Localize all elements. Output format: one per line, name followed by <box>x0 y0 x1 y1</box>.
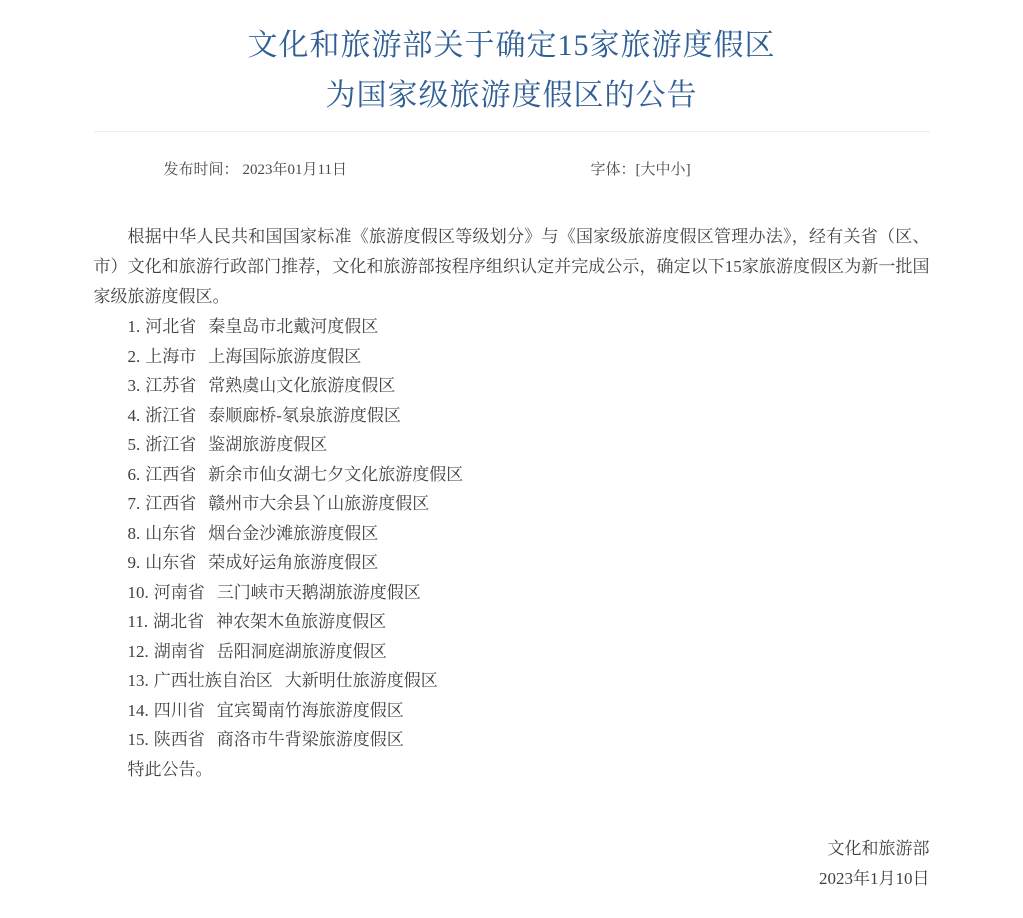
resort-list-item <box>94 696 930 726</box>
announcement-body <box>94 222 930 784</box>
item-number: 9. <box>127 553 141 572</box>
item-resort-name: 泰顺廊桥-氡泉旅游度假区 <box>208 405 401 425</box>
item-resort-name: 神农架木鱼旅游度假区 <box>216 612 387 631</box>
page-title-line1: 文化和旅游部关于确定15家旅游度假区 <box>247 29 776 62</box>
meta-row <box>94 158 930 180</box>
item-region: 广西壮族自治区 <box>153 671 273 690</box>
resort-list <box>94 312 930 755</box>
item-number: 5. <box>127 435 141 454</box>
item-number: 3. <box>127 376 141 395</box>
resort-list-item <box>94 578 930 608</box>
resort-list-item <box>94 607 930 637</box>
item-region: 山东省 <box>145 523 197 543</box>
signature-date: 2023年1月10日 <box>819 869 930 888</box>
resort-list-item <box>94 489 930 519</box>
item-resort-name: 鉴湖旅游度假区 <box>208 435 328 454</box>
item-resort-name: 秦皇岛市北戴河度假区 <box>208 317 379 336</box>
item-region: 四川省 <box>153 700 205 720</box>
item-resort-name: 上海国际旅游度假区 <box>208 346 362 366</box>
item-region: 浙江省 <box>145 405 197 425</box>
item-resort-name: 三门峡市天鹅湖旅游度假区 <box>216 582 421 602</box>
item-region: 湖北省 <box>153 612 205 631</box>
item-number: 10. <box>127 582 149 602</box>
resort-list-item <box>94 725 930 755</box>
item-resort-name: 荣成好运角旅游度假区 <box>208 553 379 572</box>
resort-list-item <box>94 460 930 490</box>
item-number: 1. <box>127 317 141 336</box>
publish-time <box>164 158 347 179</box>
font-size-small-link[interactable]: 小 <box>670 162 686 178</box>
item-number: 12. <box>127 641 149 661</box>
font-size-widget <box>591 158 691 179</box>
item-number: 6. <box>127 464 141 484</box>
item-region: 上海市 <box>145 346 197 366</box>
title-divider <box>94 131 930 132</box>
resort-list-item <box>94 430 930 460</box>
item-number: 15. <box>127 730 149 749</box>
item-region: 江西省 <box>145 494 197 513</box>
item-region: 陕西省 <box>153 730 205 749</box>
item-number: 2. <box>127 346 141 366</box>
resort-list-item <box>94 312 930 342</box>
item-number: 11. <box>127 612 149 631</box>
font-size-bracket-close: ] <box>685 162 691 178</box>
item-resort-name: 岳阳洞庭湖旅游度假区 <box>216 641 387 661</box>
signature-issuer: 文化和旅游部 <box>827 839 930 858</box>
resort-list-item <box>94 342 930 372</box>
item-region: 江西省 <box>145 464 197 484</box>
item-region: 河北省 <box>145 317 197 336</box>
page-title-line2: 为国家级旅游度假区的公告 <box>325 79 698 112</box>
publish-time-value: 2023年01月11日 <box>242 162 347 178</box>
item-number: 8. <box>127 523 141 543</box>
closing-line: 特此公告。 <box>127 759 213 779</box>
item-region: 河南省 <box>153 582 205 602</box>
font-size-label: 字体： <box>590 162 636 178</box>
item-region: 浙江省 <box>145 435 197 454</box>
resort-list-item <box>94 548 930 578</box>
resort-list-item <box>94 637 930 667</box>
publish-time-label: 发布时间： <box>163 162 239 178</box>
resort-list-item <box>94 519 930 549</box>
font-size-large-link[interactable]: 大 <box>640 162 656 178</box>
item-region: 山东省 <box>145 553 197 572</box>
item-resort-name: 宜宾蜀南竹海旅游度假区 <box>216 700 404 720</box>
announcement-page <box>94 0 930 894</box>
item-number: 14. <box>127 700 149 720</box>
item-resort-name: 大新明仕旅游度假区 <box>284 671 438 690</box>
item-number: 4. <box>127 405 141 425</box>
item-resort-name: 烟台金沙滩旅游度假区 <box>208 523 379 543</box>
resort-list-item <box>94 371 930 401</box>
item-region: 湖南省 <box>153 641 205 661</box>
intro-paragraph: 根据中华人民共和国国家标准《旅游度假区等级划分》与《国家级旅游度假区管理办法》，经有关省（区、市）文化和旅游行政部门推荐，文化和旅游部按程序组织认定并完成公示，确定以下15家旅游度假区为新一批国家级旅游度假区。 <box>93 227 930 306</box>
item-resort-name: 赣州市大余县丫山旅游度假区 <box>208 494 430 513</box>
resort-list-item <box>94 401 930 431</box>
page-title <box>94 0 930 121</box>
item-resort-name: 常熟虞山文化旅游度假区 <box>208 376 396 395</box>
item-number: 7. <box>127 494 141 513</box>
item-region: 江苏省 <box>145 376 197 395</box>
resort-list-item <box>94 666 930 696</box>
item-resort-name: 新余市仙女湖七夕文化旅游度假区 <box>208 464 464 484</box>
item-number: 13. <box>127 671 149 690</box>
font-size-bracket-open: [ <box>635 162 641 178</box>
font-size-medium-link[interactable]: 中 <box>655 162 671 178</box>
signature-block <box>94 834 930 894</box>
item-resort-name: 商洛市牛背梁旅游度假区 <box>216 730 404 749</box>
